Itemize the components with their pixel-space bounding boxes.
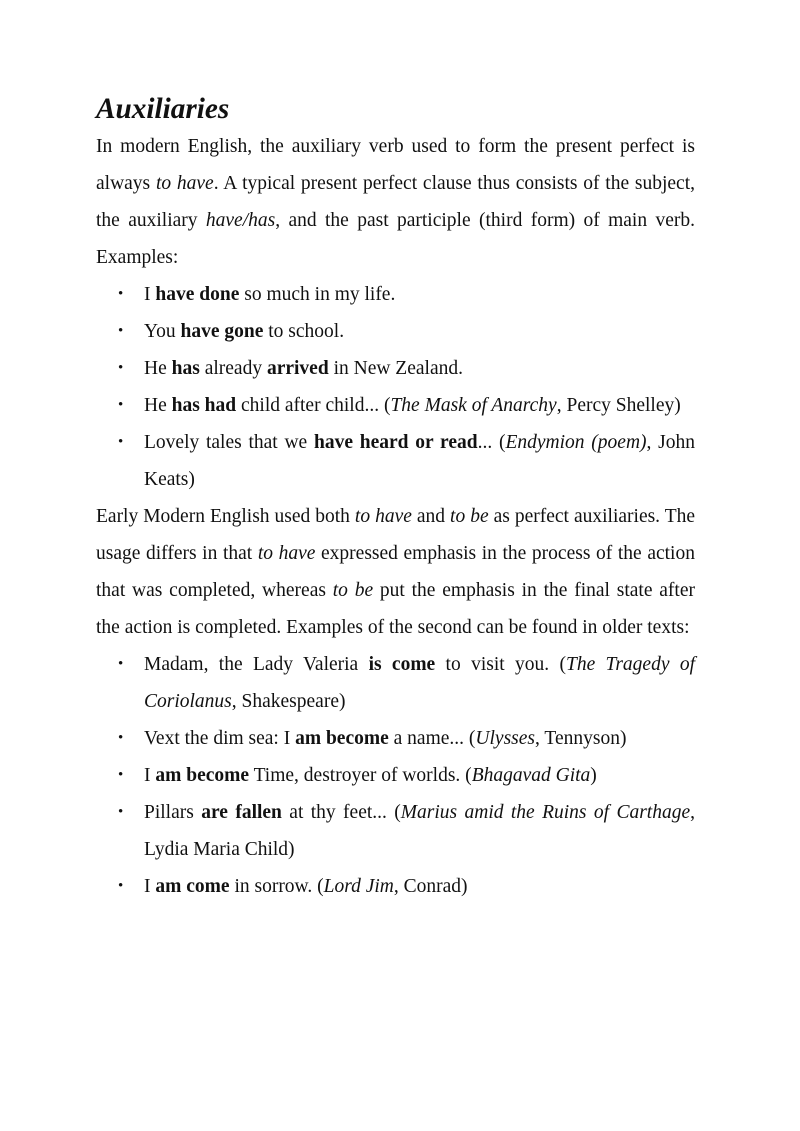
- intro-paragraph: [96, 128, 695, 276]
- text-run: so much in my life.: [239, 284, 396, 305]
- text-run: in sorrow. (: [229, 876, 324, 897]
- bullet-icon: •: [118, 286, 124, 302]
- text-run: in New Zealand.: [328, 358, 463, 379]
- bold-phrase: arrived: [266, 358, 329, 379]
- bold-phrase: has had: [171, 395, 237, 416]
- italic-phrase: to have: [257, 543, 316, 564]
- italic-phrase: The Tragedy of Coriolanus: [144, 654, 695, 712]
- text-run: put the emphasis in the final state after the action is completed. Examples of the second can be found in older texts:: [96, 580, 695, 638]
- bullet-icon: •: [118, 397, 124, 413]
- bullet-icon: •: [118, 804, 124, 820]
- text-run: , and the past participle (third form) of main verb. Examples:: [96, 210, 695, 268]
- text-run: Pillars: [144, 802, 202, 823]
- bullet-icon: •: [118, 323, 124, 339]
- early-modern-paragraph: [96, 498, 695, 646]
- list-item: [96, 646, 695, 720]
- text-run: expressed emphasis in the process of the action that was completed, whereas: [96, 543, 695, 601]
- text-run: , Shakespeare): [231, 691, 346, 712]
- italic-phrase: Lord Jim: [323, 876, 394, 897]
- text-run: to school.: [263, 321, 345, 342]
- bold-phrase: have heard or read: [313, 432, 478, 453]
- italic-phrase: have/has: [205, 210, 276, 231]
- bold-phrase: am become: [155, 765, 250, 786]
- bold-phrase: is come: [368, 654, 436, 675]
- list-item: [96, 424, 695, 498]
- italic-phrase: Ulysses: [475, 728, 535, 749]
- bullet-icon: •: [118, 878, 124, 894]
- section-heading: Auxiliaries: [96, 93, 230, 125]
- present-perfect-examples-list: [96, 276, 695, 498]
- text-run: Time, destroyer of worlds. (: [249, 765, 472, 786]
- list-item: [96, 720, 695, 757]
- italic-phrase: Marius amid the Ruins of Carthage: [400, 802, 691, 823]
- text-run: , Conrad): [393, 876, 468, 897]
- bold-phrase: have done: [155, 284, 240, 305]
- text-run: Lovely tales that we: [144, 432, 314, 453]
- list-item: [96, 757, 695, 794]
- bold-phrase: have gone: [180, 321, 264, 342]
- text-run: already: [199, 358, 267, 379]
- text-run: child after child... (: [236, 395, 391, 416]
- list-item: [96, 350, 695, 387]
- italic-phrase: to be: [450, 506, 489, 527]
- bullet-icon: •: [118, 360, 124, 376]
- text-run: ... (: [477, 432, 506, 453]
- text-run: and: [411, 506, 451, 527]
- italic-phrase: The Mask of Anarchy: [390, 395, 557, 416]
- text-run: to visit you. (: [435, 654, 566, 675]
- text-run: a name... (: [388, 728, 476, 749]
- bold-phrase: are fallen: [201, 802, 282, 823]
- text-run: , Lydia Maria Child): [144, 802, 695, 860]
- bullet-icon: •: [118, 434, 124, 450]
- bold-phrase: am become: [295, 728, 389, 749]
- text-run: , Tennyson): [535, 728, 627, 749]
- text-run: , John Keats): [144, 432, 695, 490]
- text-run: , Percy Shelley): [556, 395, 681, 416]
- text-run: I: [144, 765, 156, 786]
- bullet-icon: •: [118, 730, 124, 746]
- text-run: Vext the dim sea: I: [144, 728, 296, 749]
- list-item: [96, 868, 695, 905]
- text-run: You: [144, 321, 181, 342]
- text-run: He: [144, 358, 172, 379]
- text-run: at thy feet... (: [281, 802, 401, 823]
- italic-phrase: Bhagavad Gita: [471, 765, 591, 786]
- italic-phrase: to be: [332, 580, 374, 601]
- italic-phrase: to have: [155, 173, 214, 194]
- list-item: [96, 387, 695, 424]
- bullet-icon: •: [118, 767, 124, 783]
- text-run: as perfect auxiliaries. The usage differs in that: [96, 506, 696, 564]
- italic-phrase: to have: [354, 506, 412, 527]
- text-run: Madam, the Lady Valeria: [144, 654, 369, 675]
- text-run: ): [590, 765, 597, 786]
- text-run: . A typical present perfect clause thus consists of the subject, the auxiliary: [96, 173, 695, 231]
- list-item: [96, 313, 695, 350]
- text-run: In modern English, the auxiliary verb used to form the present perfect is always: [96, 136, 695, 194]
- text-run: Early Modern English used both: [96, 506, 355, 527]
- text-run: I: [144, 876, 156, 897]
- list-item: [96, 794, 695, 868]
- text-run: I: [144, 284, 156, 305]
- bullet-icon: •: [118, 656, 124, 672]
- italic-phrase: Endymion (poem): [505, 432, 647, 453]
- bold-phrase: has: [171, 358, 200, 379]
- older-text-examples-list: [96, 646, 695, 905]
- list-item: [96, 276, 695, 313]
- document-page: [96, 91, 695, 905]
- text-run: He: [144, 395, 172, 416]
- bold-phrase: am come: [155, 876, 230, 897]
